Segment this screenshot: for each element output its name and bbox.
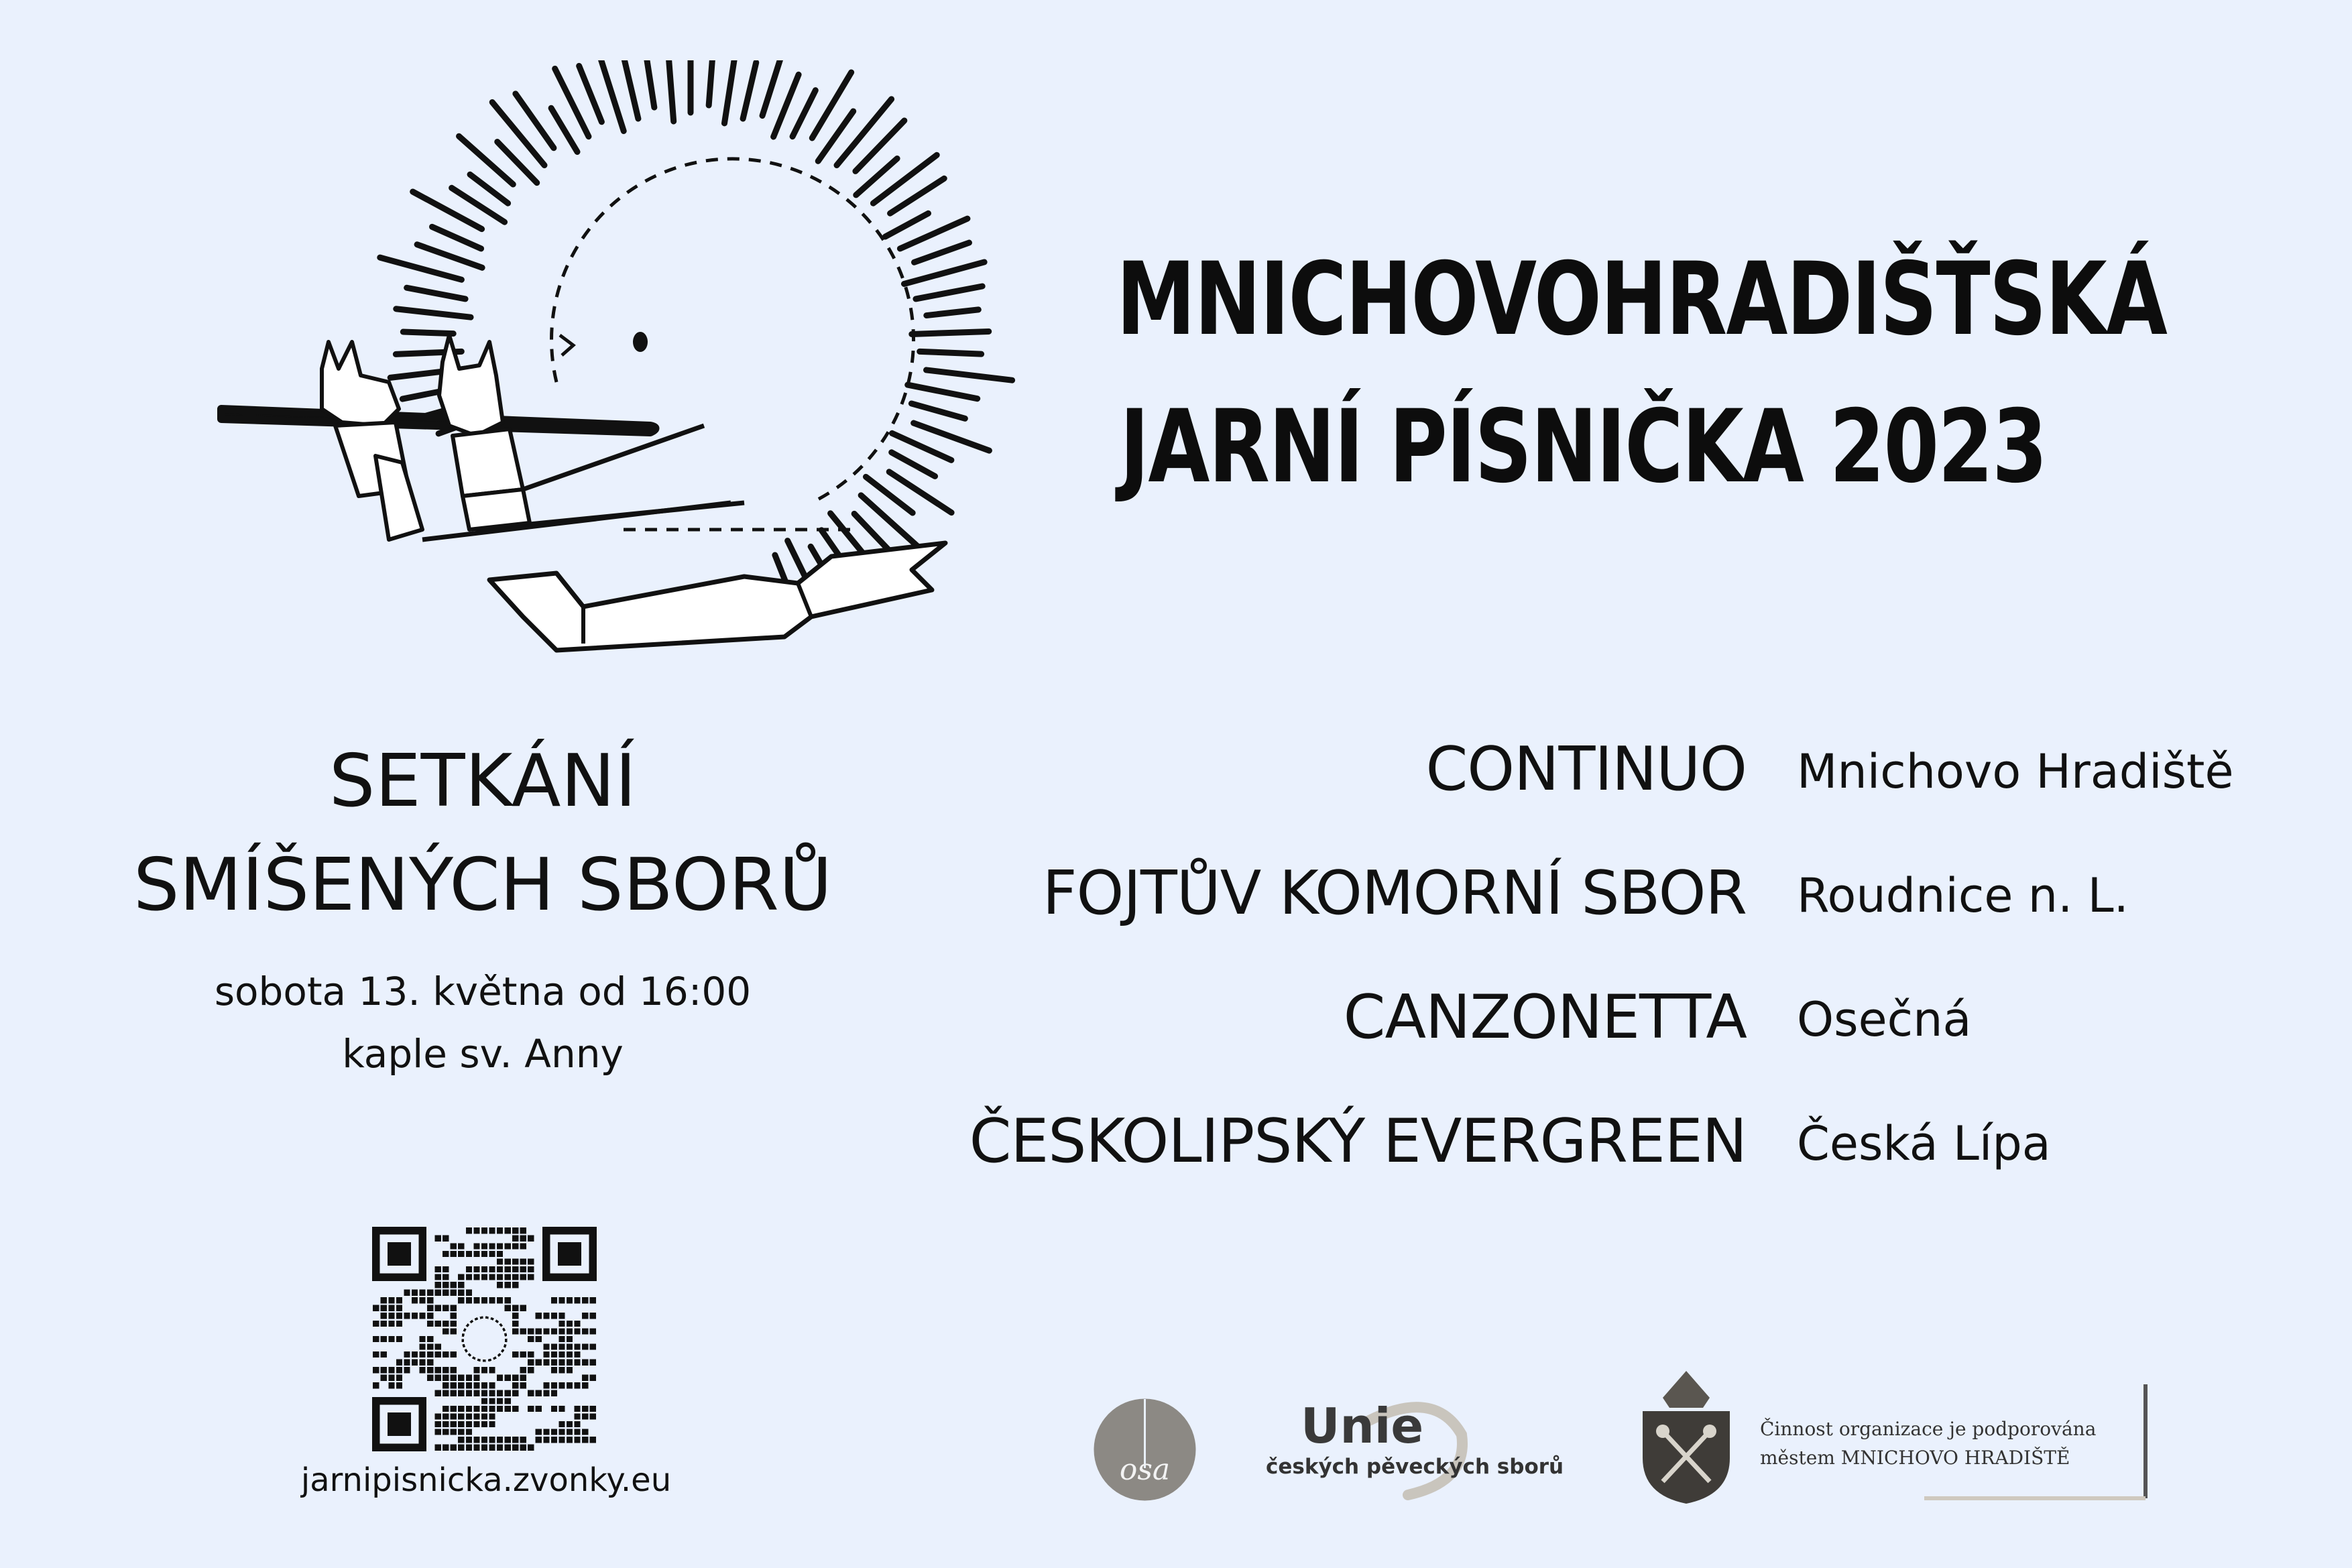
choir-city: Mnichovo Hradiště (1797, 744, 2234, 799)
sun-ray (792, 91, 815, 137)
support-text-line-2: městem MNICHOVO HRADIŠTĚ (1760, 1447, 2070, 1469)
sun-ray (709, 60, 713, 105)
sun-ray (470, 174, 508, 203)
sun-ray (927, 370, 1012, 380)
unie-logo-subtitle: českých pěveckých sborů (1266, 1455, 1564, 1479)
choir-name: ČESKOLIPSKÝ EVERGREEN (969, 1106, 1747, 1177)
event-heading-line-1: SETKÁNÍ (329, 739, 637, 823)
choir-city: Česká Lípa (1797, 1116, 2051, 1171)
website-link[interactable]: jarnipisnicka.zvonky.eu (300, 1461, 672, 1499)
sun-ray (743, 62, 756, 119)
title-line-1: MNICHOVOHRADIŠŤSKÁ (1116, 241, 2167, 358)
event-venue: kaple sv. Anny (342, 1031, 624, 1077)
sun-ray (579, 66, 602, 121)
sun-ray (916, 286, 982, 299)
sun-ray (908, 385, 978, 399)
event-date-time: sobota 13. května od 16:00 (214, 969, 752, 1014)
city-crest-icon (1636, 1371, 1737, 1505)
osa-logo-icon (1093, 1398, 1197, 1502)
sun-ray (920, 351, 982, 354)
choir-name: CONTINUO (1425, 734, 1747, 804)
sun-ray (912, 331, 989, 334)
sun-ray (914, 243, 969, 262)
sun-ray (492, 102, 544, 165)
sun-ray (459, 136, 514, 184)
sun-ray (812, 72, 851, 138)
unie-logo-word: Unie (1301, 1398, 1424, 1454)
sun-ray (432, 227, 481, 249)
support-text-line-1: Činnost organizace je podporována (1760, 1418, 2097, 1440)
sun-ray (927, 310, 979, 316)
sun-ray (889, 472, 951, 513)
sun-ray (837, 99, 892, 166)
sun-ray (892, 453, 935, 477)
sun-ray (622, 60, 638, 119)
qr-code-icon[interactable] (372, 1227, 597, 1451)
choir-name: CANZONETTA (1343, 982, 1747, 1052)
sun-ray (856, 121, 904, 172)
sun-ray (873, 155, 937, 203)
sun-ray (646, 60, 654, 107)
choir-name: FOJTŮV KOMORNÍ SBOR (1042, 858, 1747, 928)
sun-ray (407, 288, 465, 299)
title-line-2: JARNÍ PÍSNIČKA 2023 (1120, 389, 2047, 505)
choir-city: Roudnice n. L. (1797, 868, 2129, 923)
sun-ray (885, 213, 928, 237)
sun-ray (668, 60, 674, 121)
svg-text:osa: osa (1119, 1453, 1171, 1487)
choir-city: Osečná (1797, 992, 1972, 1047)
sun-ray (911, 404, 965, 418)
sun-ray (396, 309, 471, 317)
sun-ray (403, 332, 453, 334)
event-heading-line-2: SMÍŠENÝCH SBORŮ (133, 843, 833, 927)
sun-ray (861, 495, 923, 552)
support-box-frame (1750, 1381, 2152, 1502)
sun-ray (380, 257, 462, 280)
sun-ray (724, 60, 736, 123)
sun-ray (904, 262, 984, 284)
sun-playing-flute-icon (208, 60, 1053, 664)
